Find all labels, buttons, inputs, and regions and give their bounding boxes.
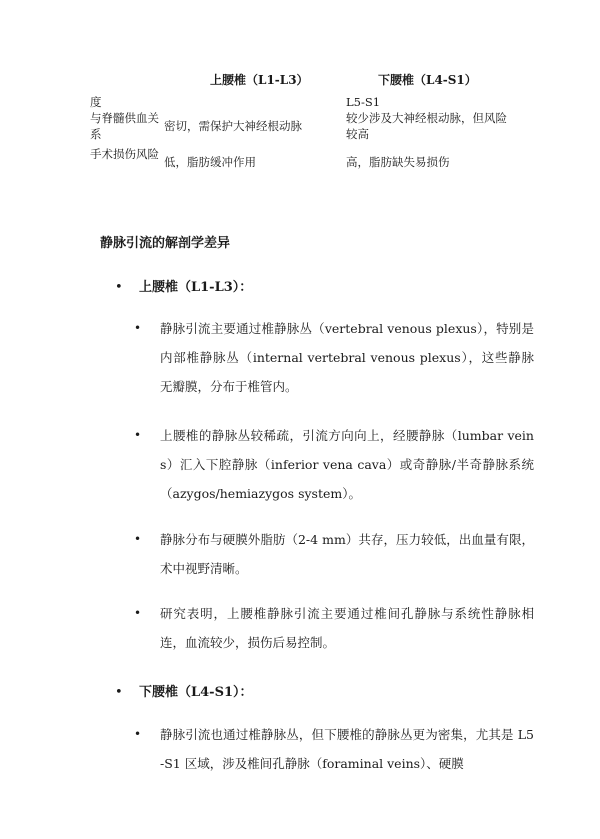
table-cell-upper: 低，脂肪缓冲作用 [164, 155, 256, 169]
bullet-icon: • [115, 280, 123, 295]
group-heading-lower-lumbar [115, 681, 253, 700]
table-header-lower-lumbar: 下腰椎（L4-S1） [378, 73, 477, 87]
group-heading-upper-lumbar [115, 276, 252, 295]
list-item [134, 421, 534, 508]
table-row-label: 手术损伤风险 [90, 147, 159, 161]
table-cell-lower: 高，脂肪缺失易损伤 [346, 155, 450, 169]
group-title: 下腰椎（L4-S1）： [139, 685, 253, 700]
list-item [134, 314, 534, 401]
table-header-upper-lumbar: 上腰椎（L1-L3） [210, 73, 309, 87]
list-item-text: 静脉分布与硬膜外脂肪（2-4 mm）共存，压力较低，出血量有限，术中视野清晰。 [160, 532, 534, 576]
list-item-text: 静脉引流主要通过椎静脉丛（vertebral venous plexus），特别是内部椎静脉丛（internal vertebral venous plexus），这些静脉无瓣膜，分布于椎管内。 [160, 321, 534, 394]
table-cell-upper: 密切，需保护大神经根动脉 [164, 119, 302, 133]
bullet-icon: • [134, 727, 142, 741]
table-row-label: 度 [90, 95, 102, 109]
table-cell-lower: L5-S1 [346, 95, 381, 109]
bullet-icon: • [134, 532, 142, 546]
list-item-text: 研究表明，上腰椎静脉引流主要通过椎间孔静脉与系统性静脉相连，血流较少，损伤后易控制。 [160, 606, 534, 650]
section-heading: 静脉引流的解剖学差异 [100, 236, 231, 251]
group-title: 上腰椎（L1-L3）： [139, 280, 253, 295]
list-item-text: 上腰椎的静脉丛较稀疏，引流方向向上，经腰静脉（lumbar veins）汇入下腔静脉（inferior vena cava）或奇静脉/半奇静脉系统（azygos/hemiazygos system）。 [160, 428, 534, 501]
bullet-icon: • [134, 606, 142, 620]
bullet-icon: • [134, 428, 142, 442]
list-item-text: 静脉引流也通过椎静脉丛，但下腰椎的静脉丛更为密集，尤其是 L5-S1 区域，涉及椎间孔静脉（foraminal veins）、硬膜 [160, 727, 534, 771]
table-cell-lower: 较少涉及大神经根动脉，但风险较高 [346, 111, 507, 141]
list-item [134, 720, 534, 778]
table-row-label: 与脊髓供血关系 [90, 111, 159, 141]
bullet-icon: • [134, 321, 142, 335]
bullet-icon: • [115, 685, 123, 700]
list-item [134, 599, 534, 657]
list-item [134, 525, 534, 583]
